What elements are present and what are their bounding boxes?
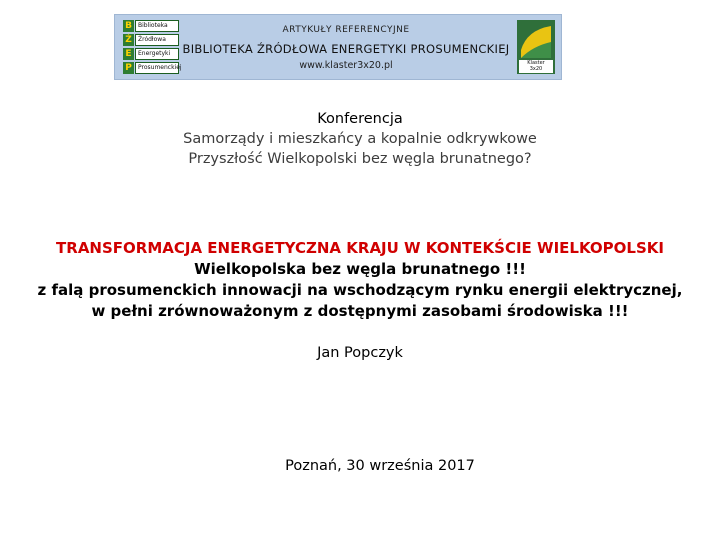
klaster-label	[517, 60, 555, 72]
presentation-title	[0, 238, 720, 322]
author-name: Jan Popczyk	[317, 345, 403, 361]
conference-subtitle: Samorządy i mieszkańcy a kopalnie odkrywkowe	[183, 131, 537, 147]
conference-label: Konferencja	[317, 111, 403, 127]
header-banner	[114, 14, 562, 80]
klaster-label-line: Klaster	[527, 60, 545, 66]
logo-word: Energetyki	[135, 48, 179, 60]
title-line: z falą prosumenckich innowacji na wschodzącym rynku energii elektrycznej,	[37, 281, 683, 299]
logo-row	[123, 62, 181, 75]
logo-word: Biblioteka	[135, 20, 179, 32]
conference-question: Przyszłość Wielkopolski bez węgla brunatnego?	[188, 151, 532, 167]
banner-heading: ARTYKUŁY REFERENCYJNE	[282, 25, 410, 35]
logo-row	[123, 20, 181, 33]
logo-letter: E	[123, 48, 134, 60]
banner-title: BIBLIOTEKA ŹRÓDŁOWA ENERGETYKI PROSUMENCKIEJ	[182, 42, 510, 56]
banner-text	[181, 17, 511, 77]
logo-letter: Ź	[123, 34, 134, 46]
klaster-logo	[517, 20, 555, 74]
klaster-label-line: 3x20	[529, 66, 543, 72]
banner-url: www.klaster3x20.pl	[299, 60, 393, 71]
title-line: Wielkopolska bez węgla brunatnego !!!	[194, 260, 526, 278]
logo-row	[123, 48, 181, 61]
logo-row	[123, 34, 181, 47]
bzep-logo	[123, 20, 181, 76]
logo-word: Źródłowa	[135, 34, 179, 46]
logo-word: Prosumenckiej	[135, 62, 179, 74]
logo-letter: P	[123, 62, 134, 74]
place-date: Poznań, 30 września 2017	[285, 458, 475, 474]
conference-intro	[0, 109, 720, 169]
logo-letter: B	[123, 20, 134, 32]
title-line: w pełni zrównoważonym z dostępnymi zasobami środowiska !!!	[91, 302, 629, 320]
title-line-main: TRANSFORMACJA ENERGETYCZNA KRAJU W KONTEKŚCIE WIELKOPOLSKI	[56, 239, 664, 257]
